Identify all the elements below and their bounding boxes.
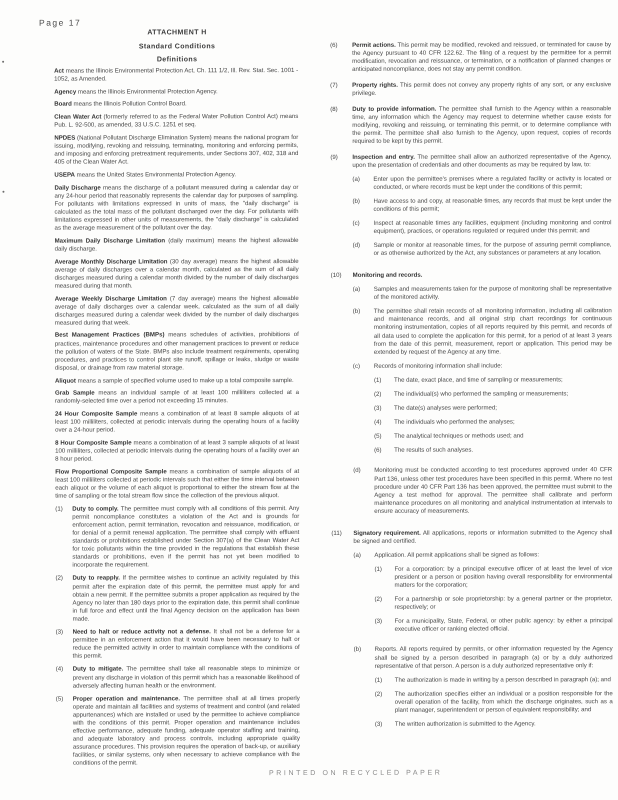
item-number: (4)	[374, 418, 382, 427]
condition-item	[330, 105, 611, 146]
definition-term: Grab Sample	[54, 389, 95, 397]
condition-item	[353, 467, 612, 516]
condition-item	[331, 529, 613, 741]
item-number: (c)	[352, 362, 361, 370]
definition-term: Best Management Practices (BMPs)	[54, 331, 165, 340]
item-text: Sample or monitor at reasonable times, for the purpose of assuring permit compliance, or as otherwise authorized by the Act, any substances or parameters at any location.	[373, 241, 612, 258]
item-text: The individual(s) who performed the sampling or measurements;	[393, 390, 569, 398]
item-number: (c)	[352, 219, 360, 227]
condition-item	[375, 690, 613, 715]
condition-item	[375, 676, 613, 685]
standard-conditions-title: Standard Conditions	[138, 42, 216, 50]
condition-item	[331, 271, 613, 522]
item-number: (7)	[330, 81, 338, 89]
item-number: (2)	[55, 575, 63, 583]
item-number: (d)	[353, 467, 361, 475]
item-number: (b)	[352, 197, 360, 205]
condition-item	[354, 646, 613, 735]
definition-term: USEPA	[54, 171, 75, 179]
condition-term: Monitoring and records.	[352, 271, 423, 279]
condition-item	[55, 574, 299, 623]
item-number: (3)	[374, 720, 383, 728]
sub-items	[353, 551, 612, 735]
item-text: Have access to and copy, at reasonable times, any records that must be kept under the conditions of this permit;	[373, 197, 612, 213]
item-number: (a)	[353, 551, 361, 559]
item-text: The written authorization is submitted to the Agency.	[394, 720, 536, 728]
definition-term: Average Weekly Discharge Limitation	[54, 294, 167, 303]
item-text: Monitoring must be conducted according to test procedures approved under 40 CFR Part 136, unless other test procedures have been specified in this permit. Where no test procedure under 40 CFR Part 136 has been approved, the permittee must submit to the Agency a test method for approval. The permittee shall calibrate and perform maintenance procedures on all monitoring and analytical instrumentation at intervals to ensure accuracy of measurements.	[374, 466, 613, 515]
sub-items	[352, 175, 611, 258]
definition-paragraph: Flow Proportional Composite Sample means a combination of sample aliquots of at least 100 milliliters collected at periodic intervals such that either the time interval between each aliquot or the volume of each aliquot is proportional to either the stream flow at the time of sampling or the total stream flow since the collection of the previous aliquot.	[55, 467, 300, 500]
condition-item	[353, 219, 612, 236]
item-text: For a corporation: by a principal executive officer of at least the level of vice president or a person or position having overall responsibility for environmental matters for the corporation;	[394, 565, 613, 589]
condition-item	[353, 285, 612, 302]
definition-paragraph: 8 Hour Composite Sample means a combination of at least 3 sample aliquots of at least 100 milliliters, collected at periodic intervals during the operating hours of a facility over an 8 hour period.	[55, 438, 300, 463]
right-column	[330, 41, 613, 748]
definition-paragraph: USEPA means the United States Environmental Protection Agency.	[54, 171, 237, 179]
item-text: Samples and measurements taken for the purpose of monitoring shall be representative of the monitored activity.	[373, 285, 612, 301]
condition-item	[375, 617, 613, 634]
condition-item	[375, 720, 613, 729]
definitions-title: Definitions	[156, 56, 198, 64]
item-text: Permit actions. This permit may be modified, revoked and reissued, or terminated for cause by the Agency pursuant to 40 CFR 122.62. The filing of a request by the permittee for a permit modification, revocation and reissuance, or termination, or a notification of planned changes or anticipated noncompliance, does not stay any permit condition.	[352, 41, 612, 74]
item-number: (a)	[352, 285, 361, 293]
item-number: (d)	[352, 242, 361, 250]
definition-paragraph: Average Monthly Discharge Limitation (30 day average) means the highest allowable average of daily discharges over a calendar month, calculated as the sum of all daily discharges measured during a calendar month divided by the number of daily discharges measured during that month.	[54, 257, 299, 290]
definition-paragraph: Clean Water Act (formerly referred to as the Federal Water Pollution Control Act) means Pub. L. 92-500, as amended, 33 U.S.C. 1251 et seq.	[54, 113, 299, 129]
title-block	[54, 29, 300, 70]
item-text: The date(s) analyses were performed;	[394, 404, 497, 412]
condition-item	[353, 241, 612, 258]
condition-item	[374, 376, 612, 385]
item-number: (3)	[374, 618, 383, 626]
right-conditions-list	[330, 41, 613, 741]
definitions-list	[54, 67, 299, 501]
item-text: The authorization is made in writing by a person described in paragraph (a); and	[394, 675, 611, 684]
left-column	[54, 67, 300, 773]
item-number: (2)	[374, 595, 382, 603]
item-text: Application. All permit applications shall be signed as follows: (1) For a corporation: by a principal executive officer of at least the level of vice president or a person or position having overall responsibility for environmental matters for the corporation; (2) For a partnership or sole proprietorship: by a general partner or the proprietor, respectively; or (3) For a municipality, State, Federal, or other public agency: by either a principal executive officer or ranking elected official.	[374, 551, 613, 634]
item-number: (9)	[330, 153, 338, 161]
item-text: For a municipality, State, Federal, or other public agency: by either a principal executive officer or ranking elected official.	[394, 617, 613, 634]
sub-items	[353, 285, 613, 516]
condition-term: Duty to comply.	[72, 505, 119, 513]
item-number: (b)	[352, 308, 361, 316]
item-text: Duty to provide information. The permittee shall furnish to the Agency within a reasonable time, any information which the Agency may request to determine whether cause exists for modifying, revoking and reissuing, or terminating this permit, or to determine compliance with the permit. The permittee shall also furnish to the Agency, upon request, copies of records required to be kept by this permit.	[352, 104, 612, 145]
definition-paragraph: Maximum Daily Discharge Limitation (daily maximum) means the highest allowable daily discharge.	[54, 236, 299, 253]
sub-items	[374, 376, 612, 455]
item-text: Duty to comply. The permittee must comply with all conditions of this permit. Any permit noncompliance constitutes a violation of the Act and is grounds for enforcement action, permit termination, revocation and reissuance, modification, or for denial of a permit renewal application. The permittee shall comply with effluent standards or prohibitions established under Section 307(a) of the Clean Water Act for toxic pollutants within the time provided in the regulations that establish these standards or prohibitions, even if the permit has not yet been modified to incorporate the requirement.	[72, 504, 300, 569]
scan-artifact-dot	[2, 61, 4, 63]
condition-item	[374, 565, 612, 590]
item-text: Enter upon the permittee's premises where a regulated facility or activity is located or conducted, or where records must be kept under the conditions of this permit;	[373, 174, 612, 191]
definition-term: Daily Discharge	[54, 184, 101, 192]
condition-item	[353, 307, 612, 356]
definition-paragraph: Agency means the Illinois Environmental Protection Agency.	[54, 88, 218, 96]
definition-term: Act	[54, 67, 64, 75]
definition-term: 8 Hour Composite Sample	[55, 439, 132, 447]
item-number: (1)	[55, 505, 63, 513]
item-number: (a)	[352, 175, 360, 183]
definition-paragraph: Average Weekly Discharge Limitation (7 day average) means the highest allowable average of daily discharges over a calendar week, calculated as the sum of all daily discharges measured during a calendar week divided by the number of daily discharges measured during that week.	[54, 294, 299, 327]
condition-term: Duty to mitigate.	[72, 665, 124, 674]
definition-term: Clean Water Act	[54, 113, 102, 121]
item-number: (3)	[374, 404, 382, 412]
sub-items	[374, 565, 612, 634]
definition-term: Maximum Daily Discharge Limitation	[54, 237, 166, 245]
condition-item	[330, 153, 611, 265]
attachment-title: ATTACHMENT H	[147, 29, 207, 37]
item-number: (1)	[374, 676, 383, 684]
item-text: The analytical techniques or methods used; and	[394, 432, 524, 441]
item-number: (1)	[373, 376, 382, 384]
item-text	[353, 271, 613, 522]
item-text: The authorization specifies either an individual or a position responsible for the overall operation of the facility, from which the discharge originates, such as a plant manager, superintendent or person of equivalent responsibility; and	[394, 690, 613, 714]
item-number: (6)	[330, 41, 338, 49]
left-conditions-list	[55, 505, 300, 768]
item-number: (2)	[374, 690, 383, 698]
item-number: (2)	[373, 390, 382, 398]
condition-term: Need to halt or reduce activity not a defense.	[72, 628, 211, 636]
item-number: (6)	[374, 447, 382, 455]
definition-paragraph: Board means the Illinois Pollution Control Board.	[54, 100, 187, 109]
condition-item	[374, 418, 612, 427]
definition-term: Board	[54, 101, 72, 109]
definition-paragraph: Daily Discharge means the discharge of a pollutant measured during a calendar day or any 24-hour period that reasonably represents the calendar day for purposes of sampling. For pollutants with limitations expressed in units of mass, the "daily discharge" is calculated as the total mass of the pollutant discharged over the day. For pollutants with limitations expressed in other units of measurements, the "daily discharge" is calculated as the average measurement of the pollutant over the day.	[54, 183, 299, 232]
item-text: Need to halt or reduce activity not a defense. It shall not be a defense for a permittee in an enforcement action that it would have been necessary to halt or reduce the permitted activity in order to maintain compliance with the conditions of this permit.	[72, 628, 300, 660]
condition-term: Signatory requirement.	[353, 529, 421, 537]
recycled-paper-footer: PRINTED ON RECYCLED PAPER	[268, 769, 443, 778]
condition-item	[330, 41, 611, 74]
item-number: (10)	[330, 271, 342, 279]
definition-paragraph: Grab Sample means an individual sample of at least 100 milliliters collected at a randomly-selected time over a period not exceeding 15 minutes.	[54, 389, 299, 405]
item-number: (b)	[353, 646, 362, 654]
item-text: Duty to mitigate. The permittee shall take all reasonable steps to minimize or prevent any discharge in violation of this permit which has a reasonable likelihood of adversely affecting human health or the environment.	[72, 665, 300, 690]
definition-paragraph: Act means the Illinois Environmental Protection Act, Ch. 111 1/2, Ill. Rev. Stat. Sec. 1001 - 1052, as Amended.	[54, 67, 299, 83]
definition-paragraph: NPDES (National Pollutant Discharge Elimination System) means the national program for issuing, modifying, revoking and reissuing, terminating, monitoring and enforcing permits, and imposing and enforcing pretreatment requirements, under Sections 307, 402, 318 and 405 of the Clean Water Act.	[54, 133, 299, 166]
condition-item	[353, 362, 612, 461]
condition-item	[374, 432, 612, 441]
item-number: (5)	[374, 433, 382, 441]
item-text: Signatory requirement. All applications, reports or information submitted to the Agency shall be signed and certified. (a) Application. All permit applications shall be signed as follows: (1) For a corporation: by a principal executive officer of at least the level of vice president or a person or position having overall responsibility for environmental matters for the corporation; (2) For a partnership or sole proprietorship: by a general partner or the proprietor, respectively; or (3) For a municipality, State, Federal, or other public agency: by either a principal executive officer or ranking elected official. (b) Reports. All reports required by permits, or other information requested by the Agency shall be signed by a person described in paragraph (a) or by a duly authorized representative of that person. A person is a duly authorized representative only if: (1) The authorization is made in writing by a person described in paragraph (a); and (2) The authorization specifies either an individual or a position responsible for the overall operation of the facility, from which the discharge originates, such as a plant manager, superintendent or person of equivalent responsibility; and (3) The written authorization is submitted to the Agency.	[353, 529, 613, 741]
condition-item	[352, 197, 611, 214]
definition-term: Aliquot	[54, 377, 76, 385]
item-number: (8)	[330, 105, 338, 113]
item-text: The date, exact place, and time of sampling or measurements;	[393, 376, 563, 384]
item-number: (1)	[374, 565, 382, 573]
condition-item	[374, 404, 612, 413]
item-text: The permittee shall retain records of all monitoring information, including all calibration and maintenance records, and all original strip chart recordings for continuous monitoring instrumentation, copies of all reports required by this permit, and records of all data used to complete the application for this permit, for a period of at least 3 years from the date of this permit, measurement, report or application. This period may be extended by request of the Agency at any time.	[373, 307, 612, 356]
definition-term: NPDES	[54, 134, 76, 142]
condition-term: Duty to provide information.	[352, 105, 437, 113]
condition-item	[374, 390, 612, 399]
definition-paragraph: Aliquot means a sample of specified volume used to make up a total composite sample.	[54, 376, 294, 385]
item-number: (5)	[55, 695, 64, 703]
condition-item	[353, 551, 612, 640]
item-text: Inspect at reasonable times any facilities, equipment (including monitoring and control equipment), practices, or operations regulated or required under this permit; and	[373, 219, 612, 236]
item-number: (11)	[331, 529, 342, 537]
condition-term: Property rights.	[352, 81, 398, 89]
condition-item	[374, 447, 612, 456]
condition-term: Duty to reapply.	[72, 574, 120, 583]
item-text: Records of monitoring information shall include: (1) The date, exact place, and time of sampling or measurements; (2) The individual(s) who performed the sampling or measurements; (3) The date(s) analyses were performed; (4) The individuals who performed the analyses; (5) The analytical techniques or methods used; and (6) The results of such analyses.	[374, 362, 612, 461]
condition-item	[330, 81, 611, 98]
item-text: For a partnership or sole proprietorship: by a general partner or the proprietor, respectively; or	[394, 595, 613, 611]
item-number: (3)	[55, 628, 64, 636]
scan-artifact-dot	[2, 191, 4, 193]
condition-item	[56, 665, 300, 690]
sub-items	[375, 676, 613, 729]
page-number: Page 17	[38, 17, 82, 28]
condition-term: Inspection and entry.	[352, 153, 415, 161]
item-text: The individuals who performed the analyses;	[394, 418, 515, 426]
definition-paragraph: Best Management Practices (BMPs) means schedules of activities, prohibitions of practices, maintenance procedures and other management practices to prevent or reduce the pollution of waters of the State. BMPs also include treatment requirements, operating procedures, and practices to control plant site runoff, spillage or leaks, sludge or waste disposal, or drainage from raw material storage.	[54, 331, 299, 372]
definition-term: Average Monthly Discharge Limitation	[54, 257, 168, 266]
item-text: Duty to reapply. If the permittee wishes to continue an activity regulated by this permit after the expiration date of this permit, the permittee must apply for and obtain a new permit. If the permittee submits a proper application as required by the Agency no later than 180 days prior to the expiration date, this permit shall continue in full force and effect until the final Agency decision on the application has been made.	[72, 574, 300, 623]
definition-paragraph: 24 Hour Composite Sample means a combination of at least 8 sample aliquots of at least 100 milliliters, collected at periodic intervals during the operating hours of a facility over a 24-hour period.	[55, 410, 300, 434]
condition-item	[56, 695, 300, 768]
definition-term: 24 Hour Composite Sample	[55, 410, 138, 418]
condition-term: Proper operation and maintenance.	[72, 695, 181, 703]
item-text: Inspection and entry. The permittee shall allow an authorized representative of the Agency, upon the presentation of credentials and other documents as may be required by law, to: (a) Enter upon the permittee's premises where a regulated facility or activity is located or conducted, or where records must be kept under the conditions of this permit; (b) Have access to and copy, at reasonable times, any records that must be kept under the conditions of this permit; (c) Inspect at reasonable times any facilities, equipment (including monitoring and control equipment), practices, or operations regulated or required under this permit; and (d) Sample or monitor at reasonable times, for the purpose of assuring permit compliance, or as otherwise authorized by the Act, any substances or parameters at any location.	[352, 152, 612, 258]
condition-item	[55, 505, 299, 570]
definition-term: Flow Proportional Composite Sample	[55, 468, 167, 476]
item-number: (4)	[55, 666, 64, 674]
condition-item	[352, 175, 611, 192]
item-text: Property rights. This permit does not convey any property rights of any sort, or any exclusive privilege.	[352, 81, 612, 97]
condition-item	[56, 628, 300, 661]
item-text: Reports. All reports required by permits, or other information requested by the Agency shall be signed by a person described in paragraph (a) or by a duly authorized representative of that person. A person is a duly authorized representative only if: (1) The authorization is made in writing by a person described in paragraph (a); and (2) The authorization specifies either an individual or a position responsible for the overall operation of the facility, from which the discharge originates, such as a plant manager, superintendent or person of equivalent responsibility; and (3) The written authorization is submitted to the Agency.	[374, 645, 613, 728]
condition-item	[375, 595, 613, 612]
definition-term: Agency	[54, 88, 77, 96]
condition-term: Permit actions.	[352, 41, 396, 49]
item-text: Proper operation and maintenance. The permittee shall at all times properly operate and maintain all facilities and systems of treatment and control (and related appurtenances) which are installed or used by the permittee to achieve compliance with the conditions of this permit. Proper operation and maintenance includes effective performance, adequate funding, adequate operator staffing and training, and adequate laboratory and process controls, including appropriate quality assurance procedures. This provision requires the operation of back-up, or auxiliary facilities, or similar systems, only when necessary to achieve compliance with the conditions of the permit.	[72, 694, 300, 768]
item-text: The results of such analyses.	[394, 446, 474, 455]
